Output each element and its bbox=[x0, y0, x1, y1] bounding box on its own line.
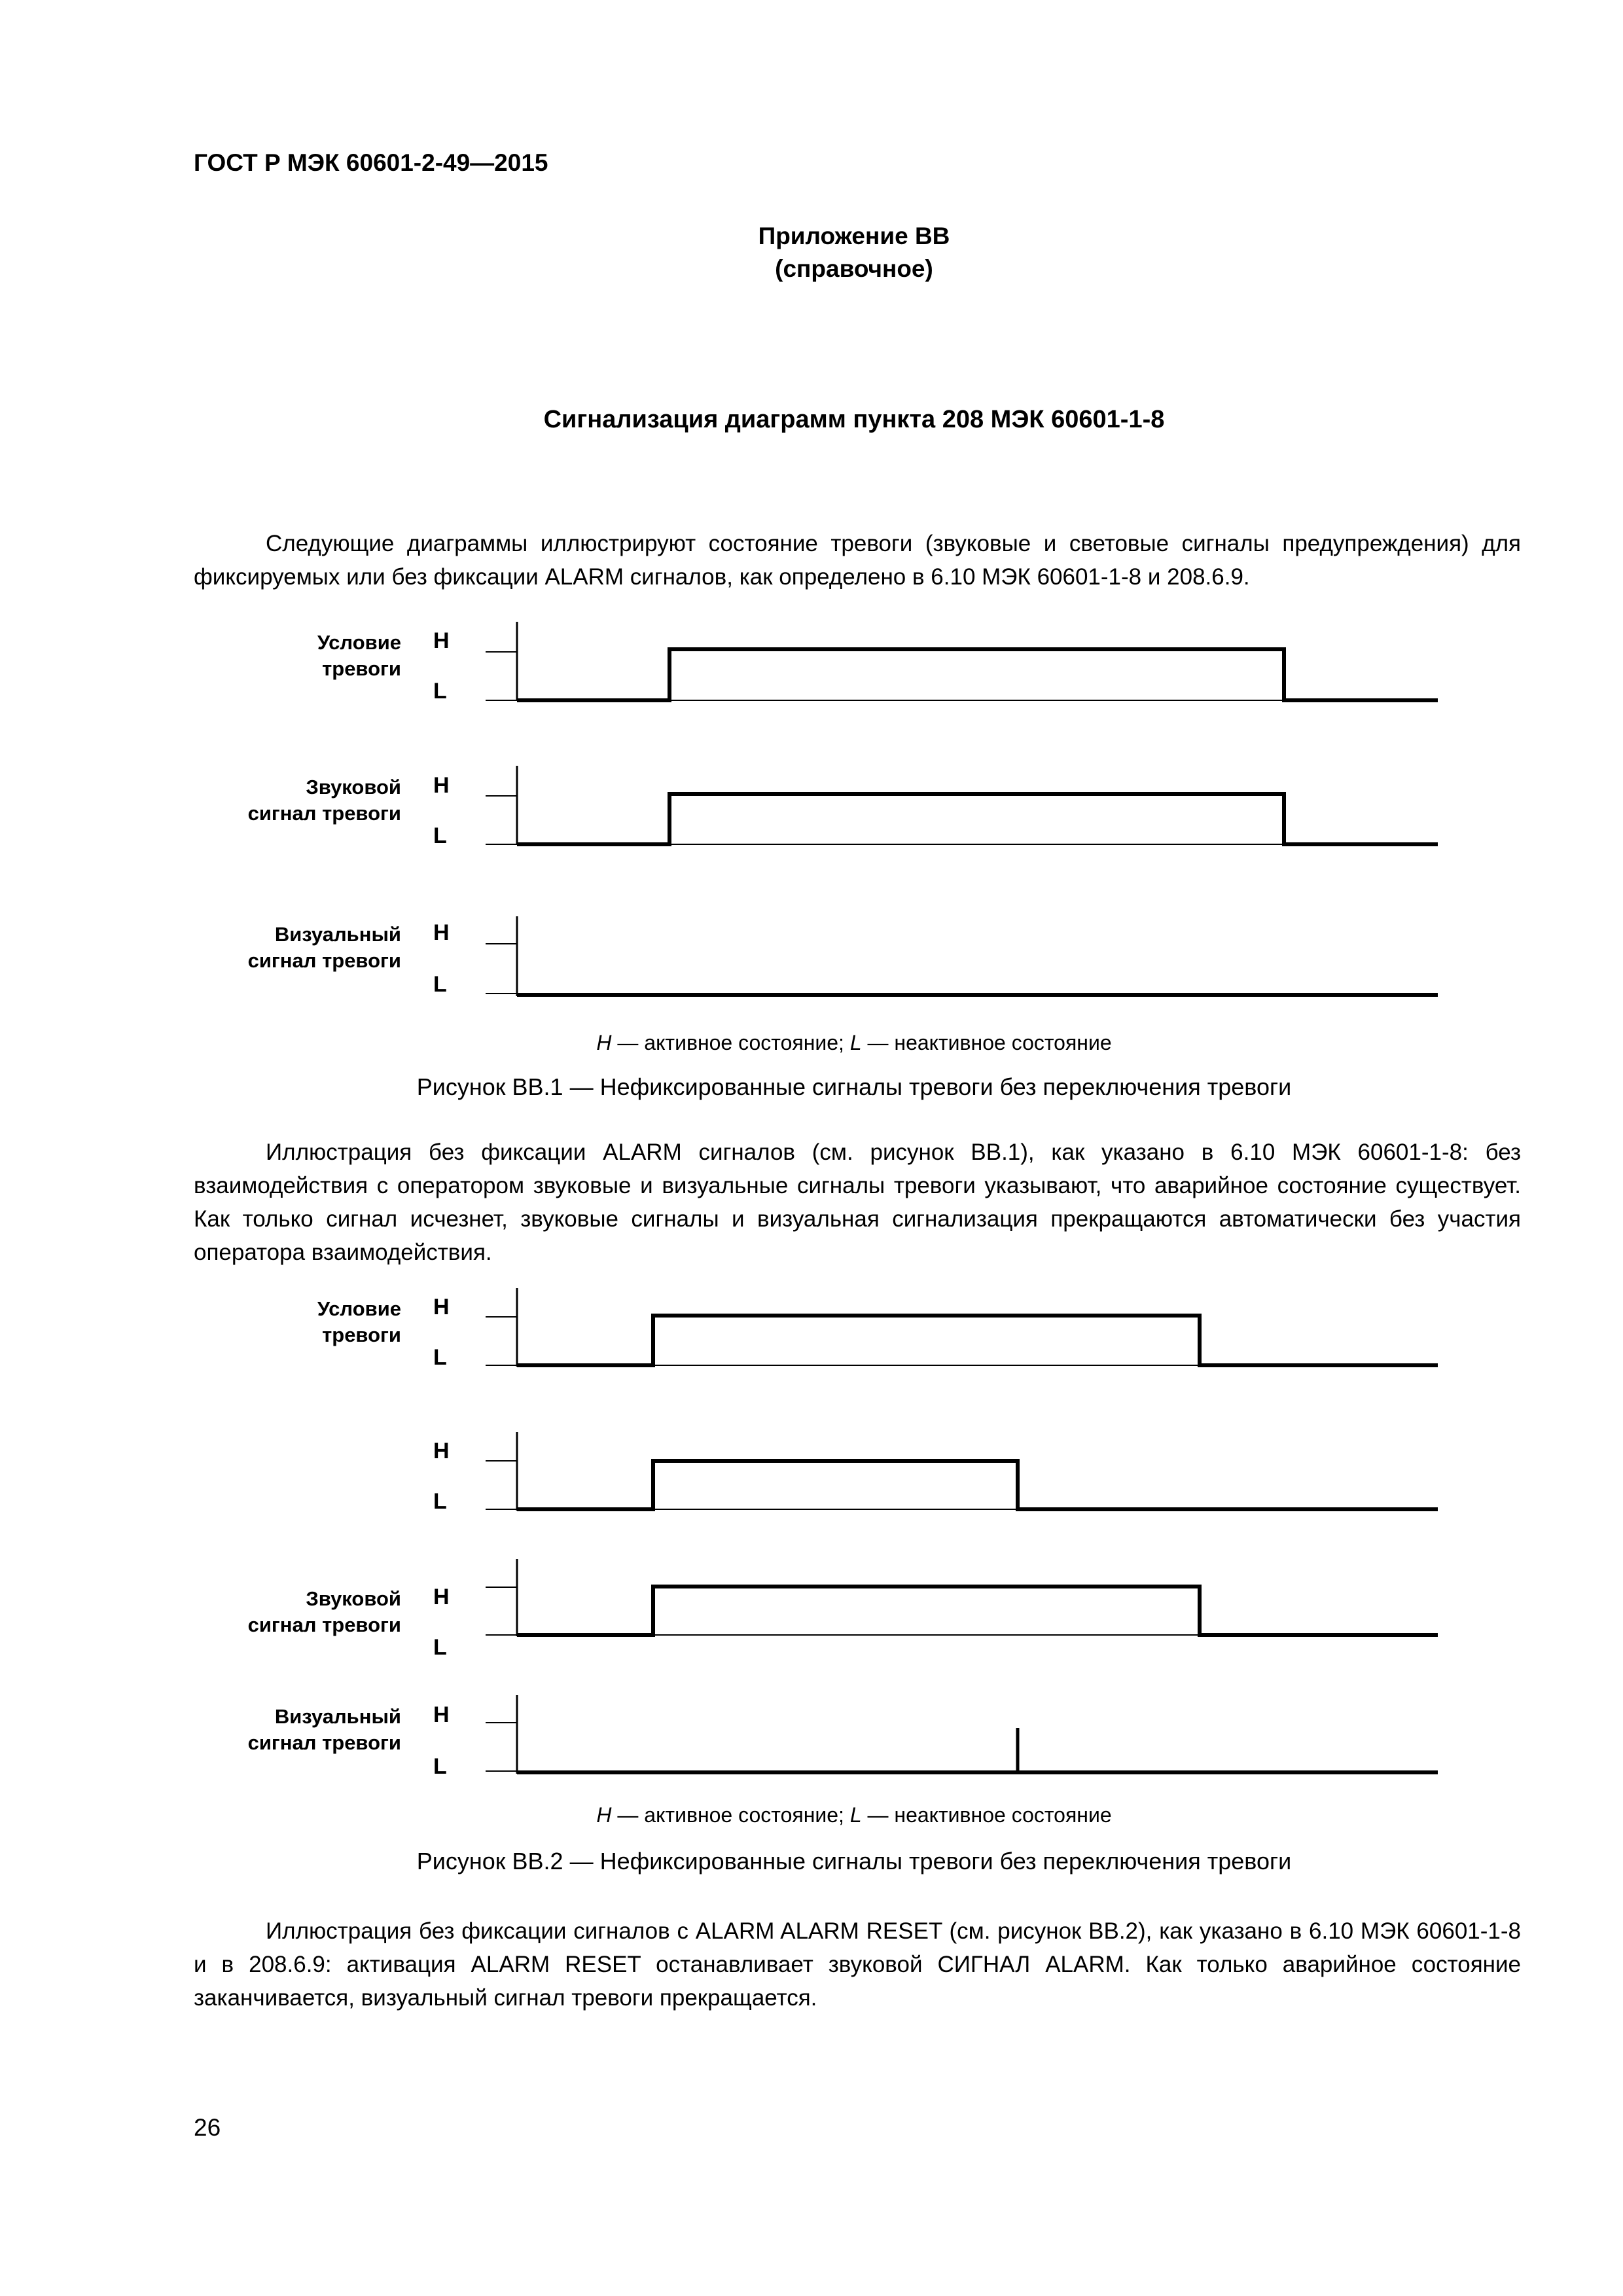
page-number: 26 bbox=[194, 2114, 221, 2141]
figure-legend: H — активное состояние; L — неактивное состояние bbox=[596, 1803, 1112, 1827]
level-low-label: L bbox=[433, 1345, 447, 1370]
level-low-label: L bbox=[433, 972, 447, 997]
level-high-label: H bbox=[433, 1702, 450, 1727]
waveform-visual-signal bbox=[486, 916, 1438, 996]
annex-type: (справочное) bbox=[775, 255, 933, 282]
level-high-label: H bbox=[433, 1439, 450, 1463]
level-high-label: H bbox=[433, 920, 450, 945]
level-low-label: L bbox=[433, 1754, 447, 1779]
figure-legend: H — активное состояние; L — неактивное состояние bbox=[596, 1031, 1112, 1054]
level-high-label: H bbox=[433, 1295, 450, 1319]
waveform-visual-signal bbox=[486, 1695, 1438, 1774]
waveform-alarm-condition bbox=[486, 622, 1438, 700]
intro-paragraph: Следующие диаграммы иллюстрируют состояние тревоги (звуковые и световые сигналы предупреждения) для фиксируемых или без фиксации ALARM сигналов, как определено в 6.10 МЭК 60601-1-8 и 208.6.9. bbox=[194, 531, 1521, 590]
level-high-label: H bbox=[433, 773, 450, 798]
annex-title: Приложение ВВ bbox=[758, 223, 950, 249]
signal-label: Звуковой сигнал тревоги bbox=[247, 776, 401, 825]
waveform-audio-signal bbox=[486, 1559, 1438, 1636]
signal-label: Условие тревоги bbox=[317, 1297, 401, 1346]
signal-label: Условие тревоги bbox=[317, 631, 401, 680]
level-low-label: L bbox=[433, 823, 447, 848]
level-low-label: L bbox=[433, 1489, 447, 1514]
document-code: ГОСТ Р МЭК 60601-2-49—2015 bbox=[194, 149, 548, 176]
signal-label: Звуковой сигнал тревоги bbox=[247, 1587, 401, 1636]
figure-caption: Рисунок ВВ.2 — Нефиксированные сигналы тревоги без переключения тревоги bbox=[416, 1848, 1292, 1874]
waveform-alarm-condition bbox=[486, 1288, 1438, 1367]
level-high-label: H bbox=[433, 628, 450, 653]
waveform-audio-signal bbox=[486, 766, 1438, 844]
fig2-explanation-paragraph: Иллюстрация без фиксации сигналов с ALARM ALARM RESET (см. рисунок ВВ.2), как указано в 6.10 МЭК 60601-1-8 и в 208.6.9: активация ALARM RESET останавливает звуковой СИГНАЛ ALARM. Как только аварийное состояние заканчивается, визуальный сигнал тревоги прекращается. bbox=[194, 1918, 1521, 2011]
level-high-label: H bbox=[433, 1585, 450, 1609]
level-low-label: L bbox=[433, 1635, 447, 1660]
signal-label: Визуальный сигнал тревоги bbox=[247, 923, 401, 972]
section-title: Сигнализация диаграмм пункта 208 МЭК 60601-1-8 bbox=[543, 406, 1165, 433]
waveform-alarm-reset bbox=[486, 1432, 1438, 1511]
level-low-label: L bbox=[433, 679, 447, 704]
fig1-explanation-paragraph: Иллюстрация без фиксации ALARM сигналов (см. рисунок ВВ.1), как указано в 6.10 МЭК 60601-1-8: без взаимодействия с оператором звуковые и визуальные сигналы тревоги указывают, что аварийное состояние существует. Как только сигнал исчезнет, звуковые сигналы и визуальная сигнализация прекращаются автоматически без участия оператора взаимодействия. bbox=[194, 1139, 1521, 1265]
signal-label: Визуальный сигнал тревоги bbox=[247, 1705, 401, 1754]
figure-caption: Рисунок ВВ.1 — Нефиксированные сигналы тревоги без переключения тревоги bbox=[416, 1073, 1292, 1100]
